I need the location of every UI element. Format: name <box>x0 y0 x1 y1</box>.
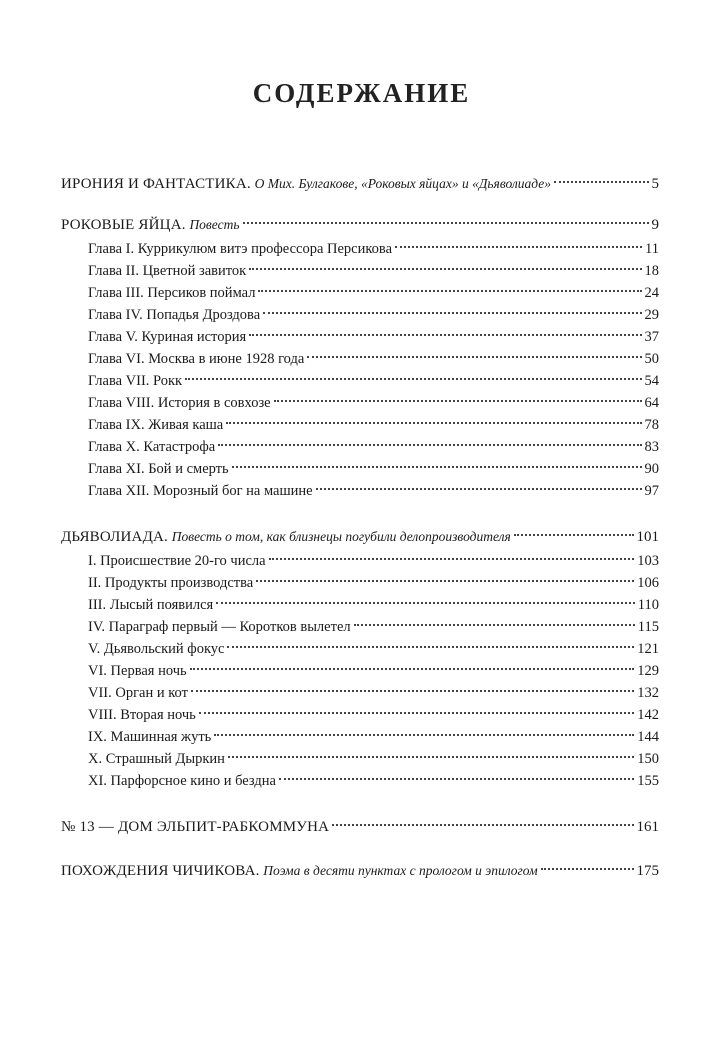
page-number: 90 <box>644 461 659 477</box>
toc-entry-label <box>61 526 511 548</box>
toc-item[interactable] <box>88 348 659 370</box>
page-number: 29 <box>644 307 659 323</box>
toc-item[interactable] <box>88 238 659 260</box>
section-title: ИРОНИЯ И ФАНТАСТИКА. <box>61 176 251 192</box>
leader-dots <box>274 399 642 402</box>
toc-item[interactable] <box>88 414 659 436</box>
page-number: 161 <box>636 819 659 835</box>
page-number: 175 <box>636 863 659 879</box>
toc-item-label: Глава IX. Живая каша <box>88 417 224 433</box>
toc-item-label: Глава IV. Попадья Дроздова <box>88 307 261 323</box>
toc-item[interactable] <box>88 436 659 458</box>
toc-item[interactable] <box>88 770 659 792</box>
page-number: 11 <box>645 241 659 257</box>
leader-dots <box>332 823 633 826</box>
leader-dots <box>185 377 641 380</box>
leader-dots <box>395 245 642 248</box>
toc-item-label: VII. Орган и кот <box>88 685 188 701</box>
toc-item[interactable] <box>88 370 659 392</box>
leader-dots <box>227 645 634 648</box>
toc-item[interactable] <box>88 660 659 682</box>
leader-dots <box>514 533 634 536</box>
page-number: 115 <box>637 619 659 635</box>
toc-item-label: V. Дьявольский фокус <box>88 641 225 657</box>
leader-dots <box>263 311 641 314</box>
toc-item[interactable] <box>88 550 659 572</box>
leader-dots <box>232 465 642 468</box>
toc-item[interactable] <box>88 594 659 616</box>
toc-section-diaboliad[interactable] <box>61 526 659 548</box>
leader-dots <box>541 867 634 870</box>
leader-dots <box>190 667 635 670</box>
toc-item-label: I. Происшествие 20-го числа <box>88 553 266 569</box>
toc-section-fatal-eggs[interactable] <box>61 214 659 236</box>
page-number: 78 <box>644 417 659 433</box>
leader-dots <box>354 623 635 626</box>
toc-item-label: Глава III. Персиков поймал <box>88 285 256 301</box>
toc-item-label: III. Лысый появился <box>88 597 214 613</box>
toc-item[interactable] <box>88 458 659 480</box>
leader-dots <box>243 221 649 224</box>
toc-item[interactable] <box>88 616 659 638</box>
toc-item-label: Глава XII. Морозный бог на машине <box>88 483 313 499</box>
page-number: 37 <box>644 329 659 345</box>
leader-dots <box>218 443 641 446</box>
leader-dots <box>279 777 634 780</box>
toc-entry-label <box>61 816 329 838</box>
page-number: 83 <box>644 439 659 455</box>
toc-entry-label <box>61 173 551 195</box>
toc-item[interactable] <box>88 572 659 594</box>
section-subtitle: Повесть <box>189 217 240 232</box>
leader-dots <box>249 267 641 270</box>
page-number: 150 <box>637 751 659 767</box>
leader-dots <box>258 289 641 292</box>
leader-dots <box>199 711 634 714</box>
section-subtitle: Повесть о том, как близнецы погубили делопроизводителя <box>171 529 511 544</box>
toc-item[interactable] <box>88 682 659 704</box>
leader-dots <box>216 601 635 604</box>
toc-item-label: Глава X. Катастрофа <box>88 439 216 455</box>
toc-item-label: Глава II. Цветной завиток <box>88 263 247 279</box>
toc-item-label: XI. Парфорсное кино и бездна <box>88 773 276 789</box>
toc-item[interactable] <box>88 480 659 502</box>
leader-dots <box>226 421 641 424</box>
toc-item-label: IX. Машинная жуть <box>88 729 212 745</box>
leader-dots <box>269 557 635 560</box>
leader-dots <box>316 487 642 490</box>
page-number: 103 <box>637 553 659 569</box>
section-title: № 13 — ДОМ ЭЛЬПИТ-РАБКОММУНА <box>61 819 330 835</box>
toc-item-label: Глава VI. Москва в июне 1928 года <box>88 351 305 367</box>
toc-item-label: VIII. Вторая ночь <box>88 707 196 723</box>
section-subtitle: Поэма в десяти пунктах с прологом и эпилогом <box>263 863 538 878</box>
page-number: 5 <box>651 176 659 192</box>
toc-item-label: X. Страшный Дыркин <box>88 751 225 767</box>
page-number: 101 <box>636 529 659 545</box>
page-number: 155 <box>637 773 659 789</box>
leader-dots <box>191 689 634 692</box>
toc-item[interactable] <box>88 282 659 304</box>
toc-section-house-13[interactable] <box>61 816 659 838</box>
page-number: 24 <box>644 285 659 301</box>
section-title: ПОХОЖДЕНИЯ ЧИЧИКОВА. <box>61 863 260 879</box>
toc-item-label: Глава V. Куриная история <box>88 329 247 345</box>
page-number: 97 <box>644 483 659 499</box>
toc-section-chichikov[interactable] <box>61 860 659 882</box>
page-number: 106 <box>637 575 659 591</box>
leader-dots <box>256 579 634 582</box>
page-number: 50 <box>644 351 659 367</box>
toc-item-label: Глава XI. Бой и смерть <box>88 461 229 477</box>
page-number: 54 <box>644 373 659 389</box>
toc-item-label: VI. Первая ночь <box>88 663 187 679</box>
leader-dots <box>249 333 641 336</box>
page-number: 121 <box>637 641 659 657</box>
toc-item[interactable] <box>88 726 659 748</box>
toc-item-label: Глава VII. Рокк <box>88 373 183 389</box>
leader-dots <box>228 755 634 758</box>
toc-section-irony[interactable] <box>61 173 659 195</box>
toc-item-label: Глава VIII. История в совхозе <box>88 395 271 411</box>
page-number: 18 <box>644 263 659 279</box>
leader-dots <box>214 733 634 736</box>
toc-item[interactable] <box>88 304 659 326</box>
page-number: 9 <box>651 217 659 233</box>
page-number: 110 <box>637 597 659 613</box>
toc-item[interactable] <box>88 326 659 348</box>
page-number: 144 <box>637 729 659 745</box>
page-number: 64 <box>644 395 659 411</box>
leader-dots <box>307 355 641 358</box>
toc-item[interactable] <box>88 392 659 414</box>
section-subtitle: О Мих. Булгакове, «Роковых яйцах» и «Дьяволиаде» <box>254 176 552 191</box>
toc-item-label: IV. Параграф первый — Коротков вылетел <box>88 619 351 635</box>
toc-entry-label <box>61 860 538 882</box>
toc-item-label: II. Продукты производства <box>88 575 254 591</box>
toc-item[interactable] <box>88 748 659 770</box>
page-number: 142 <box>637 707 659 723</box>
page-title: СОДЕРЖАНИЕ <box>252 78 471 108</box>
page-number: 132 <box>637 685 659 701</box>
section-title: ДЬЯВОЛИАДА. <box>61 529 168 545</box>
leader-dots <box>554 180 648 183</box>
page-number: 129 <box>637 663 659 679</box>
toc-item[interactable] <box>88 260 659 282</box>
toc-entry-label <box>61 214 240 236</box>
toc-item-label: Глава I. Куррикулюм витэ профессора Персикова <box>88 241 393 257</box>
toc-item[interactable] <box>88 704 659 726</box>
toc-item[interactable] <box>88 638 659 660</box>
section-title: РОКОВЫЕ ЯЙЦА. <box>61 217 186 233</box>
